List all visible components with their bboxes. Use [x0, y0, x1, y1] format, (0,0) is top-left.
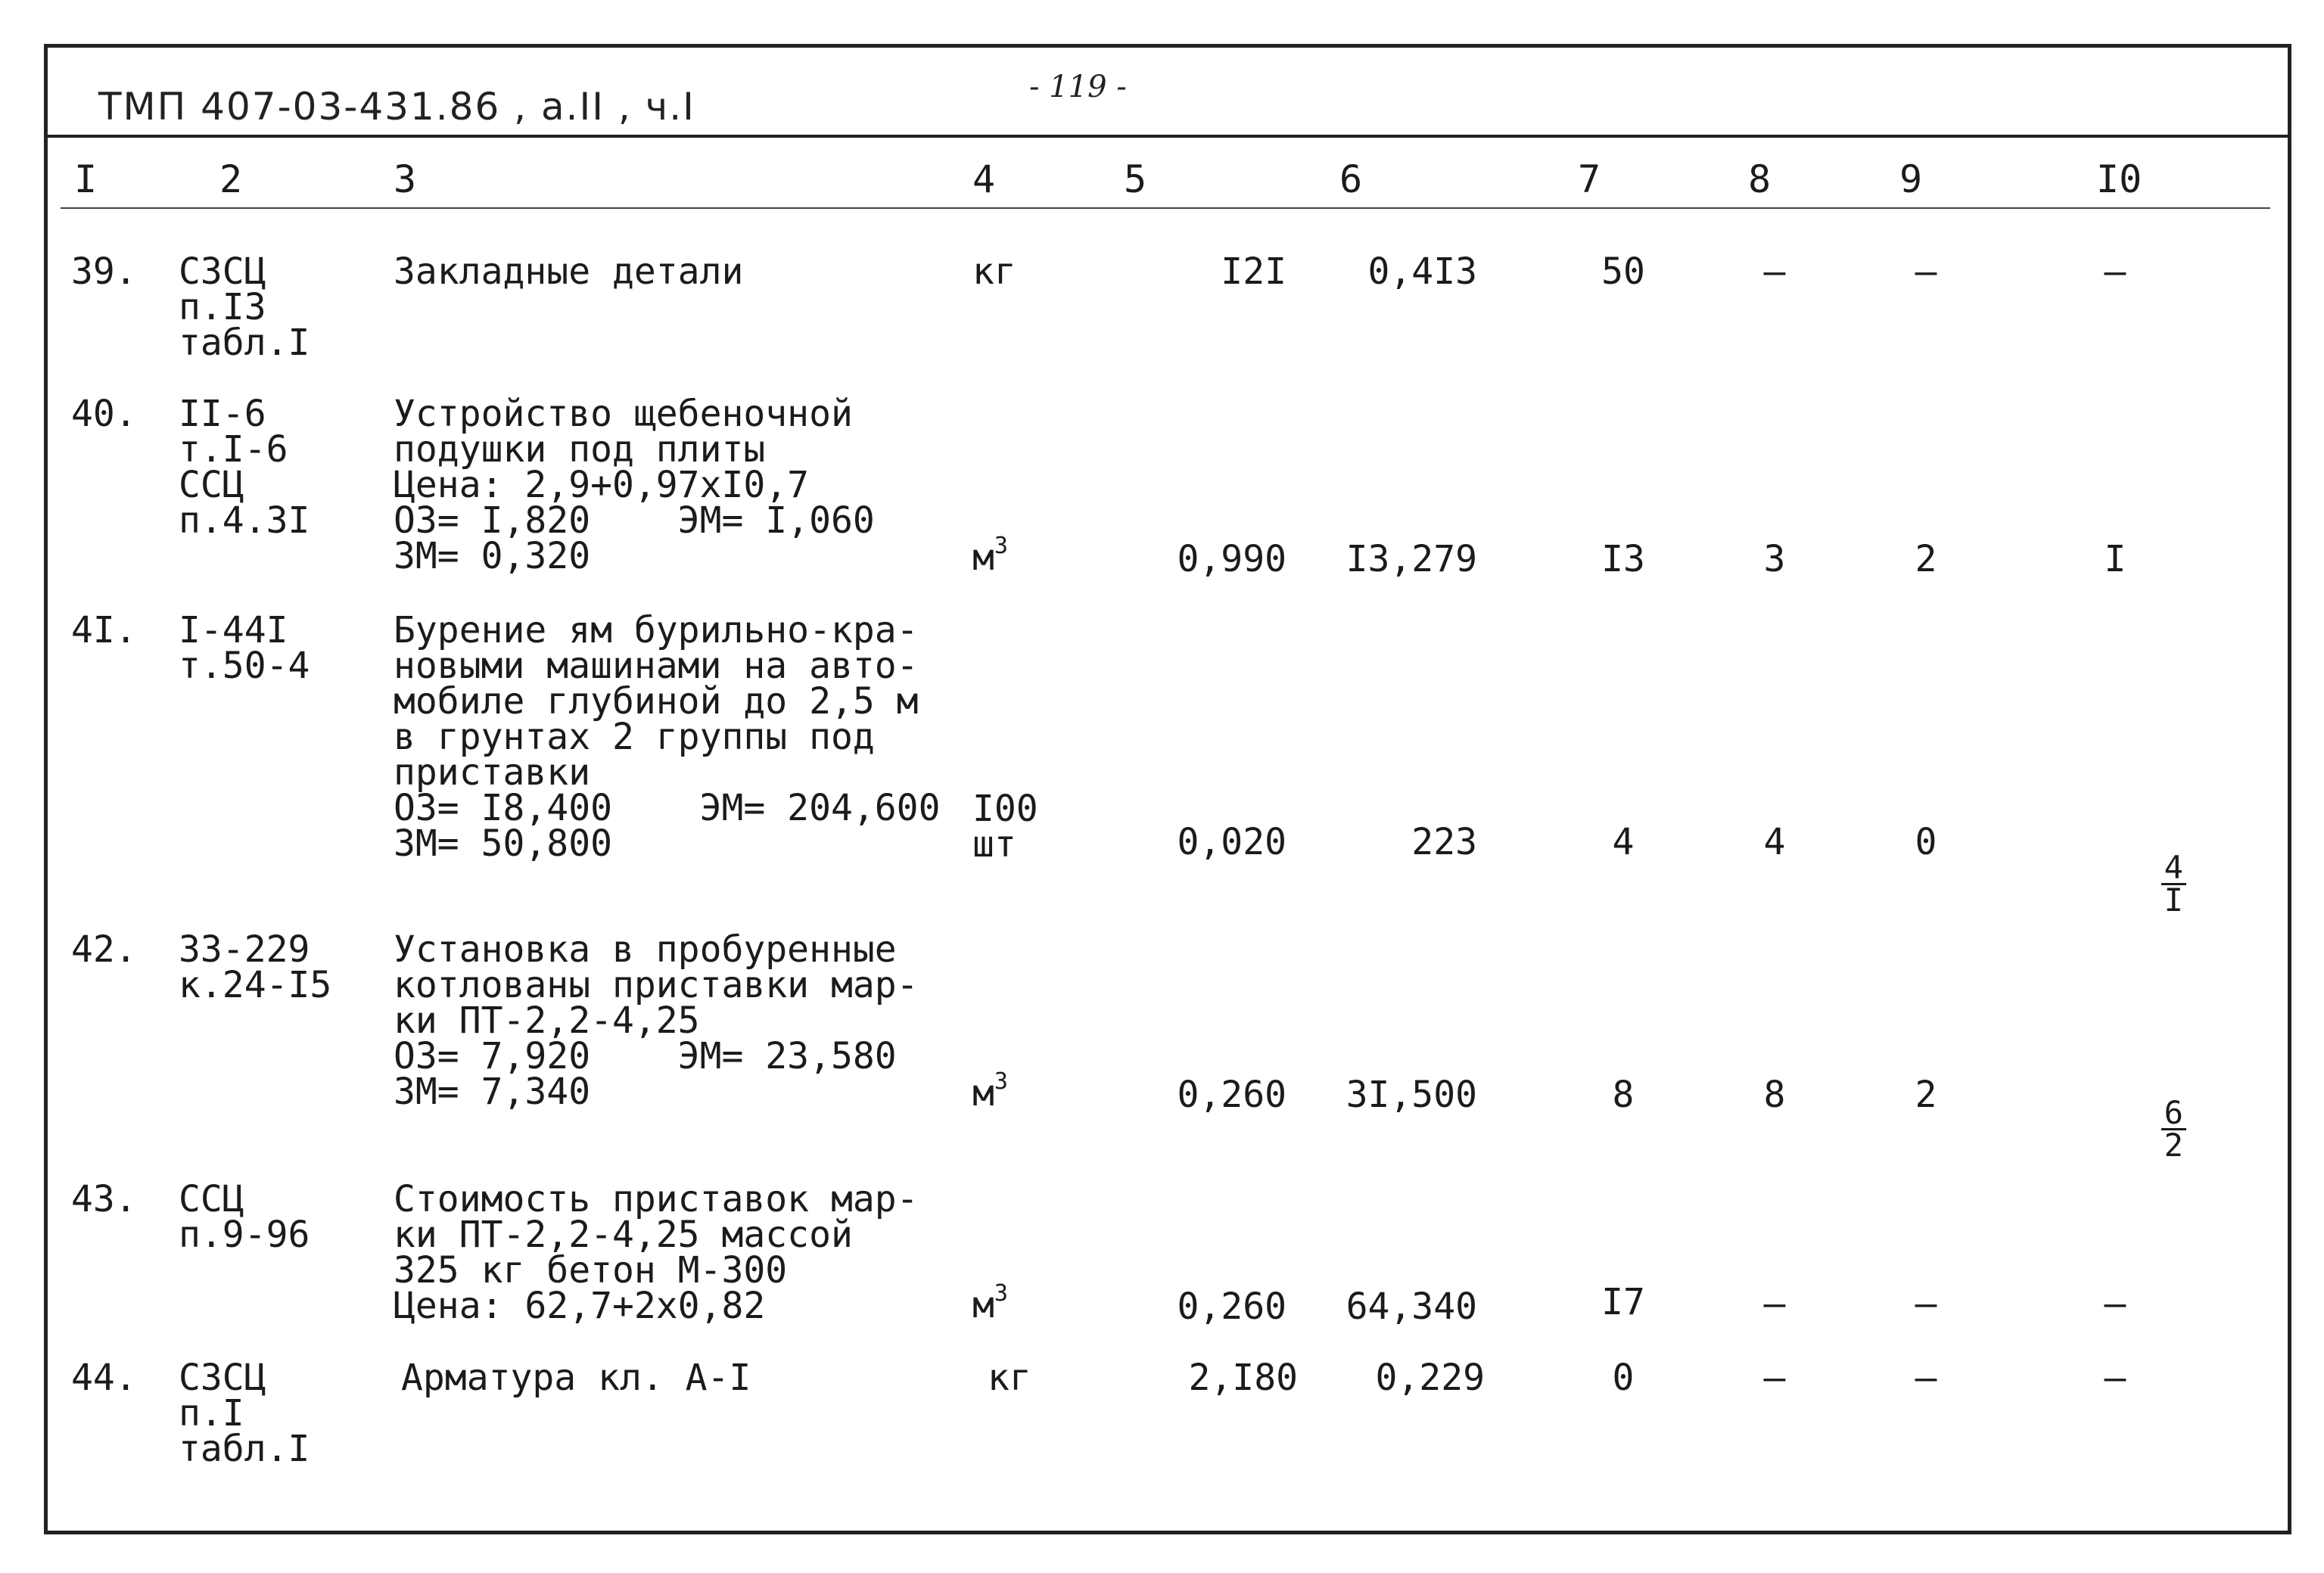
fraction: [2161, 849, 2186, 919]
norm-code: СЗСЦ п.I табл.I: [179, 1357, 310, 1470]
column-9-value: 2: [1915, 538, 1937, 580]
fraction-numerator: 4: [2161, 853, 2186, 885]
column-7-value: I3: [1601, 538, 1645, 580]
column-header-9: 9: [1899, 157, 1923, 201]
quantity: 0,020: [1177, 821, 1286, 863]
row-number: 40.: [71, 393, 137, 435]
column-header-8: 8: [1748, 157, 1772, 201]
fraction-numerator: 6: [2161, 1098, 2186, 1130]
unit-price: 0,229: [1375, 1357, 1485, 1399]
column-10-value: [2074, 817, 2183, 953]
page-number: - 119 -: [1029, 70, 1127, 104]
column-8-value: 4: [1763, 821, 1786, 863]
fraction-denominator: 2: [2164, 1127, 2183, 1164]
column-header-6: 6: [1339, 157, 1363, 201]
header-divider: [44, 135, 2291, 138]
unit-base: м: [972, 536, 994, 579]
column-header-7: 7: [1578, 157, 1601, 201]
unit-base: м: [972, 1072, 994, 1114]
fraction: [2161, 1094, 2186, 1164]
row-number: 4I.: [71, 609, 137, 651]
column-header-3: 3: [394, 157, 417, 201]
unit-price: 0,4I3: [1367, 250, 1477, 293]
norm-code: 33-229 к.24-I5: [179, 928, 332, 1006]
quantity: 0,260: [1177, 1074, 1286, 1116]
column-8-value: –: [1763, 1282, 1786, 1325]
column-8-value: 8: [1763, 1074, 1786, 1116]
column-8-value: 3: [1763, 538, 1786, 580]
column-10-value: –: [2104, 250, 2126, 293]
unit-exponent: 3: [994, 1280, 1008, 1307]
unit-exponent: 3: [994, 533, 1008, 559]
column-9-value: –: [1915, 1357, 1937, 1399]
column-7-value: 8: [1612, 1074, 1635, 1116]
row-number: 43.: [71, 1178, 137, 1220]
column-7-value: 50: [1601, 250, 1645, 293]
unit: I00 шт: [972, 788, 1038, 866]
row-number: 44.: [71, 1357, 137, 1399]
quantity: 0,260: [1177, 1285, 1286, 1328]
unit: [972, 533, 1008, 579]
column-header-divider: [61, 207, 2270, 209]
column-9-value: 2: [1915, 1074, 1937, 1116]
quantity: I2I: [1221, 250, 1286, 293]
column-9-value: –: [1915, 1282, 1937, 1325]
column-10-value: –: [2104, 1282, 2126, 1325]
column-8-value: –: [1763, 1357, 1786, 1399]
unit: [972, 1280, 1008, 1326]
work-description: Устройство щебеночной подушки под плиты Цена: 2,9+0,97хI0,7 ОЗ= I,820 ЭМ= I,060 ЗМ= 0,320: [394, 393, 875, 577]
row-number: 42.: [71, 928, 137, 971]
work-description: Бурение ям бурильно-кра- новыми машинами на авто- мобиле глубиной до 2,5 м в грунтах 2 группы под приставки ОЗ= I8,400 ЭМ= 204,600 ЗМ= 50,800: [394, 609, 941, 865]
norm-code: II-6 т.I-6 ССЦ п.4.3I: [179, 393, 310, 542]
work-description: Стоимость приставок мар- ки ПТ-2,2-4,25 массой 325 кг бетон М-300 Цена: 62,7+2х0,82: [394, 1178, 919, 1327]
unit-base: м: [972, 1284, 994, 1326]
norm-code: ССЦ п.9-96: [179, 1178, 310, 1256]
unit-exponent: 3: [994, 1068, 1008, 1095]
row-number: 39.: [71, 250, 137, 293]
norm-code: I-44I т.50-4: [179, 609, 310, 687]
column-10-value: [2074, 1062, 2183, 1198]
document-code: ТМП 407-03-431.86 , а.II , ч.I: [98, 85, 695, 129]
norm-code: СЗСЦ п.I3 табл.I: [179, 250, 310, 364]
unit-price: 64,340: [1346, 1285, 1477, 1328]
unit: кг: [988, 1357, 1031, 1399]
column-7-value: 4: [1612, 821, 1635, 863]
unit-price: 3I,500: [1346, 1074, 1477, 1116]
unit-price: I3,279: [1346, 538, 1477, 580]
unit: [972, 1068, 1008, 1114]
work-description: Закладные детали: [394, 250, 744, 293]
column-10-value: –: [2104, 1357, 2126, 1399]
column-7-value: I7: [1601, 1281, 1645, 1323]
column-header-1: I: [74, 157, 98, 201]
work-description: Установка в пробуренные котлованы приставки мар- ки ПТ-2,2-4,25 ОЗ= 7,920 ЭМ= 23,580 ЗМ= 7,340: [394, 928, 919, 1113]
column-9-value: 0: [1915, 821, 1937, 863]
column-header-10: I0: [2096, 157, 2142, 201]
fraction-denominator: I: [2164, 881, 2183, 919]
column-10-value: I: [2104, 538, 2126, 580]
column-8-value: –: [1763, 250, 1786, 293]
work-description: Арматура кл. А-I: [401, 1357, 751, 1399]
unit: кг: [972, 250, 1016, 293]
column-9-value: –: [1915, 250, 1937, 293]
column-header-2: 2: [219, 157, 243, 201]
column-header-4: 4: [972, 157, 996, 201]
quantity: 2,I80: [1188, 1357, 1298, 1399]
column-7-value: 0: [1612, 1357, 1635, 1399]
column-header-5: 5: [1124, 157, 1147, 201]
unit-price: 223: [1411, 821, 1477, 863]
quantity: 0,990: [1177, 538, 1286, 580]
